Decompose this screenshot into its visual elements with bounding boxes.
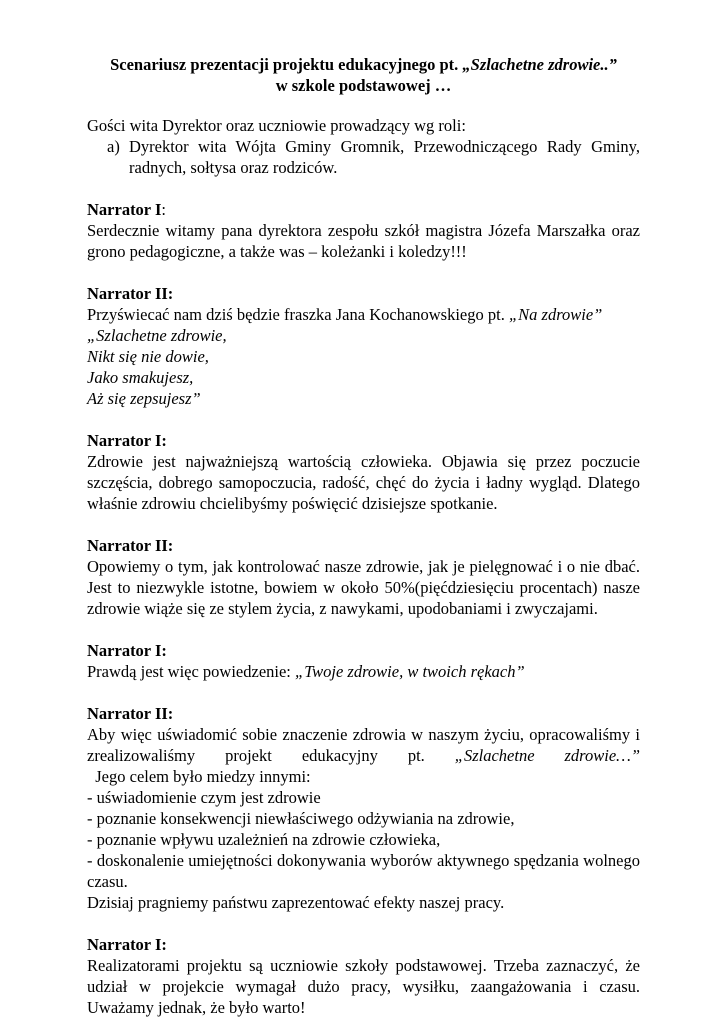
- document-title: [87, 54, 640, 96]
- intro-text: Gości wita Dyrektor oraz uczniowie prowadzący wg roli:: [87, 116, 466, 135]
- section-closing: Dzisiaj pragniemy państwu zaprezentować efekty naszej pracy.: [87, 893, 505, 912]
- speaker-label: Narrator I:: [87, 641, 167, 660]
- section-text: Zdrowie jest najważniejszą wartością człowieka. Objawia się przez poczucie szczęścia, dobrego samopoczucia, radość, chęć do życia i ładny wygląd. Dlatego właśnie zdrowiu chcielibyśmy poświęcić dzisiejsze spotkanie.: [87, 452, 640, 513]
- poem-line: Nikt się nie dowie,: [87, 347, 209, 366]
- goal-item: - poznanie wpływu uzależnień na zdrowie człowieka,: [87, 830, 441, 849]
- section-2: [87, 283, 640, 409]
- section-6: [87, 703, 640, 913]
- section-text: Przyświecać nam dziś będzie fraszka Jana Kochanowskiego pt. „Na zdrowie”: [87, 305, 603, 324]
- speaker-label: Narrator II:: [87, 704, 174, 723]
- poem-line: Aż się zepsujesz”: [87, 389, 201, 408]
- section-text: Opowiemy o tym, jak kontrolować nasze zdrowie, jak je pielęgnować i o nie dbać. Jest to niezwykle istotne, bowiem w około 50%(pięćdziesięciu procentach) nasze zdrowie wiąże się ze stylem życia, z nawykami, upodobaniami i zwyczajami.: [87, 557, 640, 618]
- speaker-label: Narrator I:: [87, 200, 166, 219]
- section-text: Prawdą jest więc powiedzenie: „Twoje zdrowie, w twoich rękach”: [87, 662, 525, 681]
- poem: [87, 325, 640, 409]
- section-5: [87, 640, 640, 682]
- title-line-2: w szkole podstawowej …: [275, 76, 452, 95]
- speaker-label: Narrator I:: [87, 935, 167, 954]
- intro-list-text: Dyrektor wita Wójta Gminy Gromnik, Przewodniczącego Rady Gminy, radnych, sołtysa oraz rodziców.: [129, 137, 640, 177]
- poem-line: „Szlachetne zdrowie,: [87, 326, 227, 345]
- speaker-label: Narrator II:: [87, 284, 174, 303]
- goal-item: - doskonalenie umiejętności dokonywania wyborów aktywnego spędzania wolnego czasu.: [87, 851, 640, 891]
- goal-item: - poznanie konsekwencji niewłaściwego odżywiania na zdrowie,: [87, 809, 515, 828]
- section-text: Aby więc uświadomić sobie znaczenie zdrowia w naszym życiu, opracowaliśmy i zrealizowaliśmy projekt edukacyjny pt. „Szlachetne zdrowie…” Jego celem było miedzy innymi:: [87, 725, 641, 786]
- speaker-label: Narrator II:: [87, 536, 174, 555]
- poem-line: Jako smakujesz,: [87, 368, 194, 387]
- section-4: [87, 535, 640, 619]
- intro-list-item: [87, 136, 640, 178]
- goal-item: - uświadomienie czym jest zdrowie: [87, 788, 321, 807]
- title-prefix: Scenariusz prezentacji projektu edukacyjnego pt.: [110, 55, 463, 74]
- document-page: [87, 54, 640, 1018]
- section-3: [87, 430, 640, 514]
- title-italic: „Szlachetne zdrowie..”: [462, 55, 617, 74]
- speaker-label: Narrator I:: [87, 431, 167, 450]
- intro-list-label: a): [107, 137, 120, 156]
- title-line-1: [87, 54, 640, 75]
- section-7: [87, 934, 640, 1018]
- section-text: Serdecznie witamy pana dyrektora zespołu szkół magistra Józefa Marszałka oraz grono pedagogiczne, a także was – koleżanki i koledzy!!!: [87, 221, 640, 261]
- section-text: Realizatorami projektu są uczniowie szkoły podstawowej. Trzeba zaznaczyć, że udział w projekcie wymagał dużo pracy, wysiłku, zaangażowania i czasu. Uważamy jednak, że było warto!: [87, 956, 640, 1017]
- section-1: [87, 199, 640, 262]
